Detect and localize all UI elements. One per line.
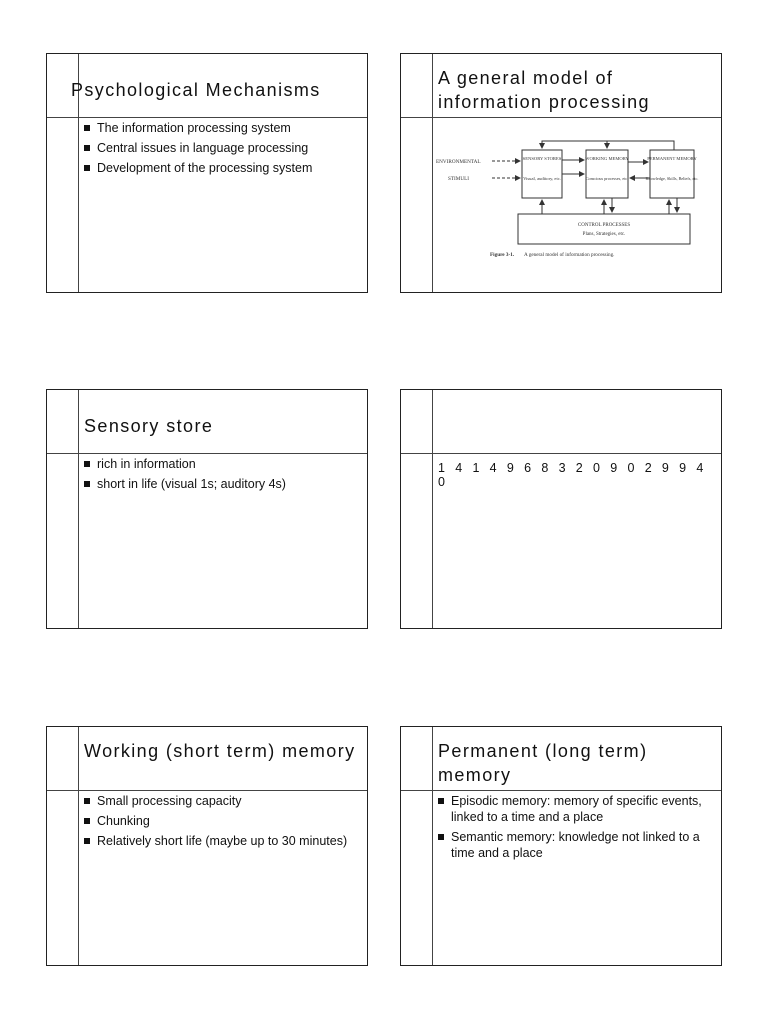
list-item: short in life (visual 1s; auditory 4s) (84, 476, 363, 492)
bullet-list (84, 120, 363, 180)
slide-title: Psychological Mechanisms (71, 80, 321, 100)
bullet-list (84, 793, 363, 853)
slide-digit-sequence (400, 389, 722, 629)
list-item: Small processing capacity (84, 793, 363, 809)
slide-margin-line (432, 390, 433, 628)
slide-title-divider (47, 790, 367, 791)
digit-sequence: 1 4 1 4 9 6 8 3 2 0 9 0 2 9 9 4 0 (438, 461, 707, 489)
bullet-list (438, 793, 717, 865)
box-title: WORKING MEMORY (585, 156, 629, 161)
list-item: Chunking (84, 813, 363, 829)
input-label: ENVIRONMENTAL (436, 159, 481, 165)
slide-margin-line (432, 727, 433, 965)
bullet-list (84, 456, 363, 496)
slide-margin-line (78, 390, 79, 628)
box-body: Conscious processes, etc. (585, 176, 629, 181)
control-processes-box (518, 214, 690, 244)
slide-title-divider (401, 790, 721, 791)
slide-margin-line (432, 54, 433, 292)
list-item: Relatively short life (maybe up to 30 minutes) (84, 833, 363, 849)
slide-title-divider (47, 117, 367, 118)
slide-psychological-mechanisms (46, 53, 368, 293)
slide-title: Working (short term) memory (84, 741, 356, 761)
figure-caption-text: A general model of information processing. (524, 252, 615, 258)
list-item: Central issues in language processing (84, 140, 363, 156)
figure-caption-label: Figure 3-1. (490, 252, 515, 258)
slide-permanent-memory (400, 726, 722, 966)
slide-title-divider (47, 453, 367, 454)
slide-title: Permanent (long term) memory (438, 741, 648, 785)
slide-title: A general model of information processing (438, 68, 650, 112)
slide-working-memory (46, 726, 368, 966)
slide-title-divider (401, 453, 721, 454)
list-item: Development of the processing system (84, 160, 363, 176)
box-title: SENSORY STORES (522, 156, 562, 161)
input-label: STIMULI (448, 176, 470, 182)
control-body: Plans, Strategies, etc. (582, 232, 626, 237)
control-title: CONTROL PROCESSES (577, 223, 631, 228)
slide-general-model (400, 53, 722, 293)
slide-sensory-store (46, 389, 368, 629)
box-body: Knowledge, Skills, Beliefs, etc. (645, 176, 699, 181)
list-item: Episodic memory: memory of specific events, linked to a time and a place (438, 793, 717, 825)
list-item: Semantic memory: knowledge not linked to a time and a place (438, 829, 717, 861)
box-body: Visual, auditory, etc. (523, 176, 561, 181)
feedback-loop-line (542, 141, 674, 150)
box-title: PERMANENT MEMORY (647, 156, 697, 161)
slide-title-divider (401, 117, 721, 118)
list-item: The information processing system (84, 120, 363, 136)
slide-title: Sensory store (84, 416, 214, 436)
information-processing-diagram (434, 120, 720, 290)
diagram-svg (434, 120, 720, 290)
list-item: rich in information (84, 456, 363, 472)
slide-margin-line (78, 727, 79, 965)
